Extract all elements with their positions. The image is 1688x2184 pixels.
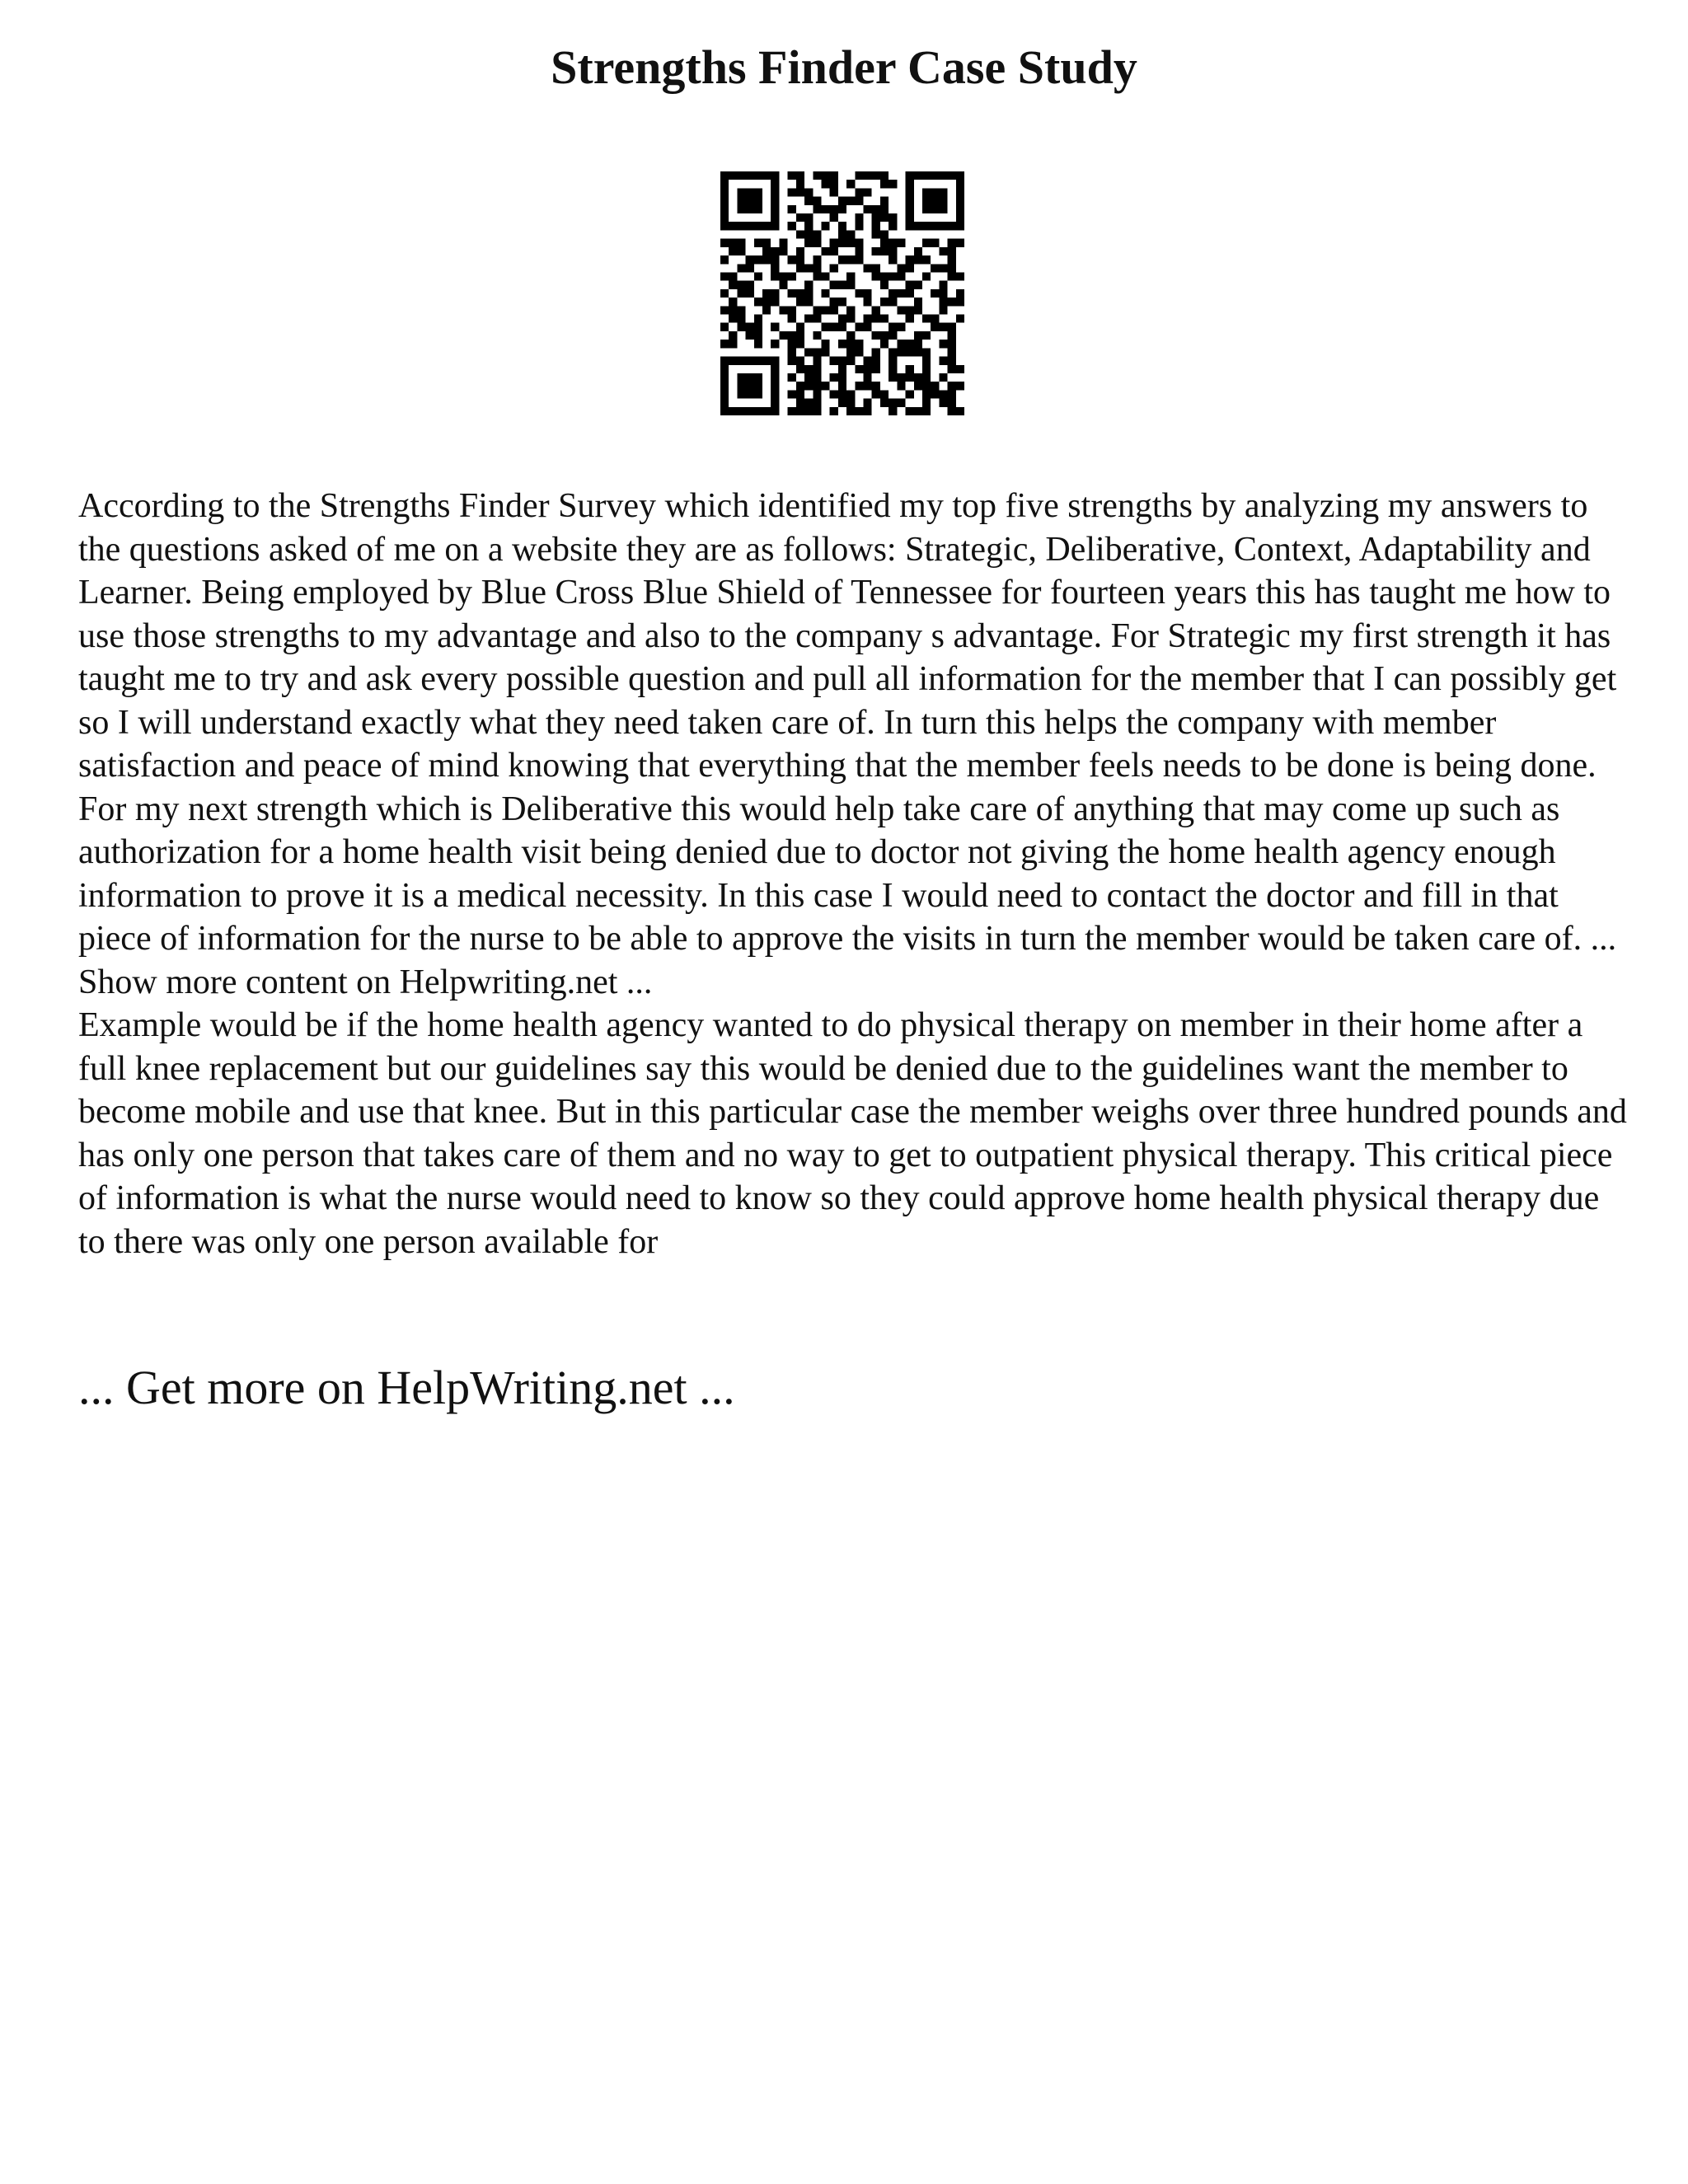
body-paragraph: Example would be if the home health agency wanted to do physical therapy on member in their home after a full knee replacement but our guidelines say this would be denied due to the guidelines want the member to become mobile and use that knee. But in this particular case the member weighs over three hundred pounds and has only one person that takes care of them and no way to get to outpatient physical therapy. This critical piece of information is what the nurse would need to know so they could approve home health physical therapy due to there was only one person available for <box>78 1006 1627 1261</box>
qr-code-icon <box>720 171 964 415</box>
get-more-link[interactable]: ... Get more on HelpWriting.net ... <box>78 1361 735 1414</box>
document-title: Strengths Finder Case Study <box>551 40 1137 94</box>
body-paragraph: According to the Strengths Finder Survey which identified my top five strengths by analyzing my answers to the questions asked of me on a website they are as follows: Strategic, Deliberative, Context, Adaptability and Learner. Being employed by Blue Cross Blue Shield of Tennessee for fourteen years this has taught me how to use those strengths to my advantage and also to the company s advantage. For Strategic my first strength it has taught me to try and ask every possible question and pull all information for the member that I can possibly get so I will understand exactly what they need taken care of. In turn this helps the company with member satisfaction and peace of mind knowing that everything that the member feels needs to be done is being done. For my next strength which is Deliberative this would help take care of anything that may come up such as authorization for a home health visit being denied due to doctor not giving the home health agency enough information to prove it is a medical necessity. In this case I would need to contact the doctor and fill in that piece of information for the nurse to be able to approve the visits in turn the member would be taken care of. ... Show more content on Helpwriting.net ... <box>78 487 1617 1001</box>
document-body <box>78 485 1628 1263</box>
